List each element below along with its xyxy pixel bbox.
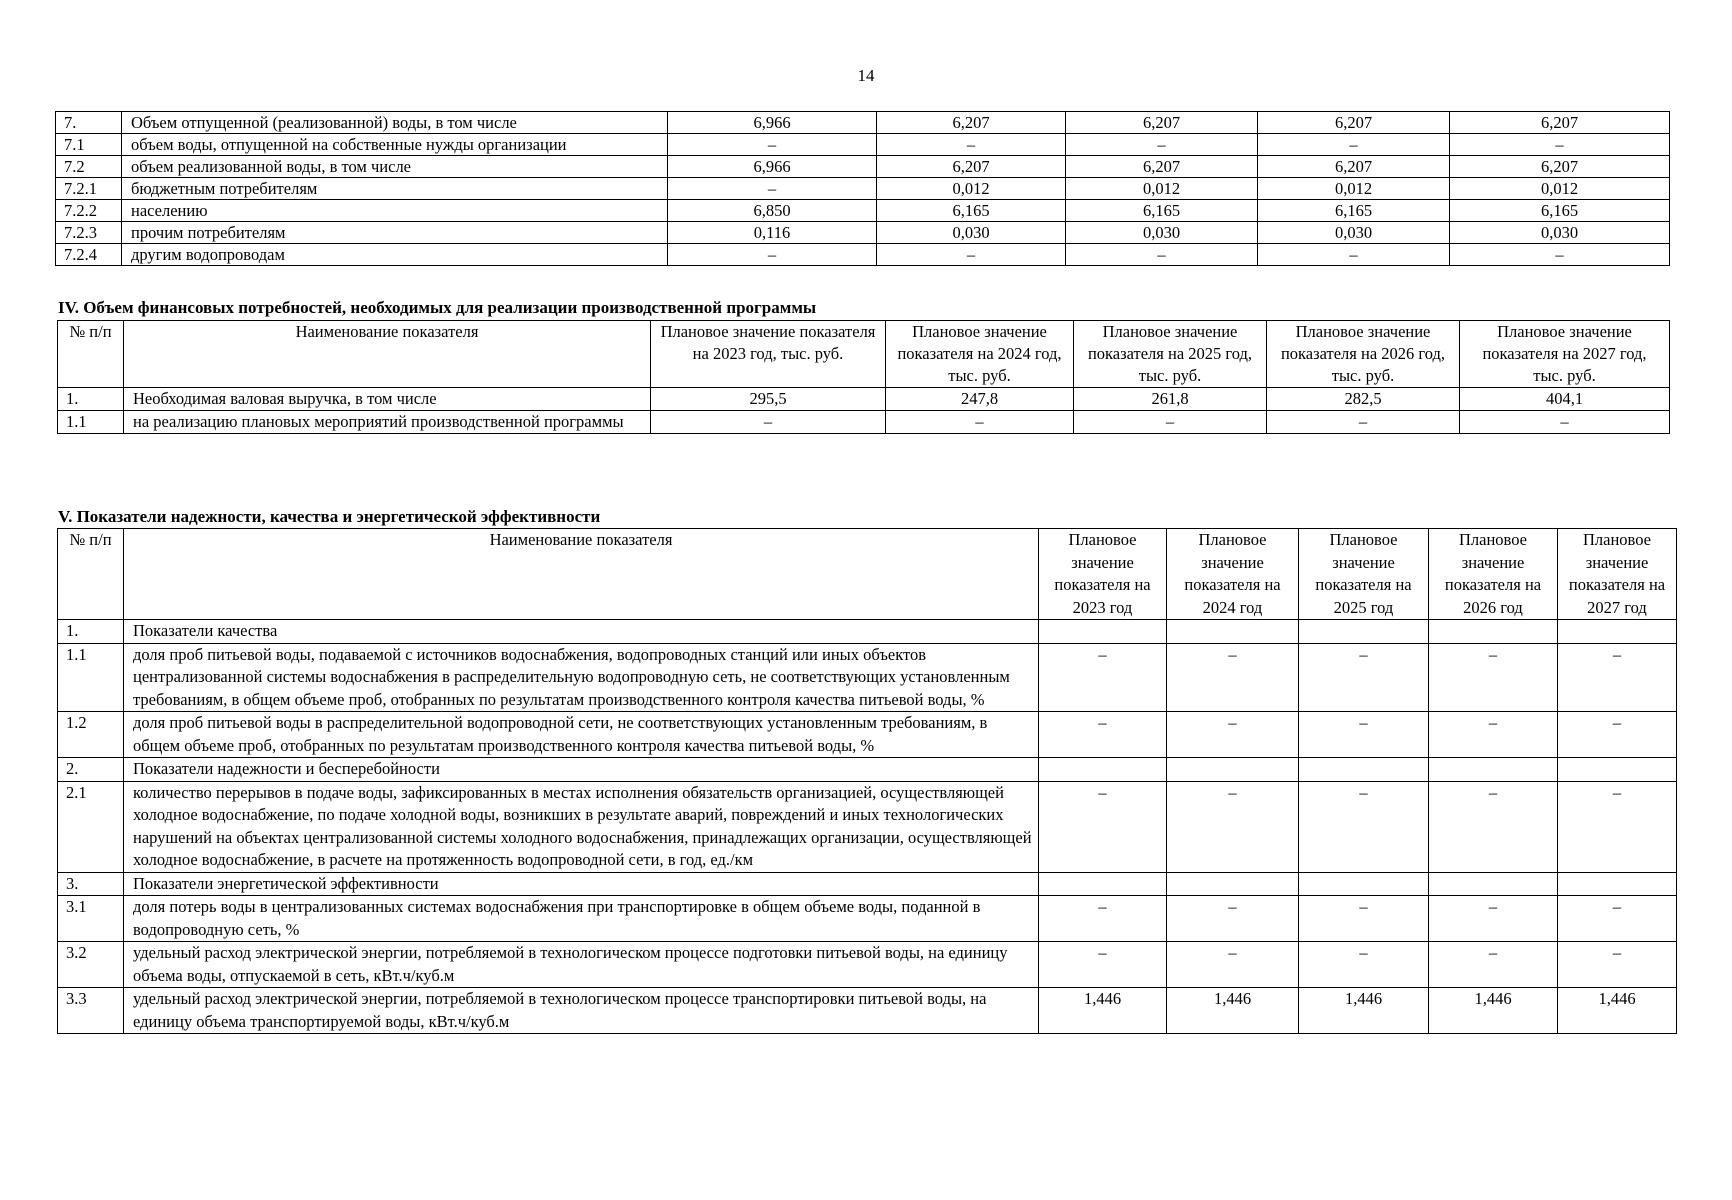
row-number: 3.2 [58,942,124,988]
water-volume-table [55,111,1670,266]
value-year-2026: 0,012 [1258,178,1450,200]
value-year-2025: – [1299,942,1429,988]
table-row [58,942,1677,988]
table-row [56,156,1670,178]
row-number: 1. [58,620,124,644]
value-year-2026: 282,5 [1267,388,1460,411]
value-year-2024: 6,165 [877,200,1066,222]
value-year-2027 [1558,758,1677,782]
value-year-2026: – [1429,712,1558,758]
value-year-2024 [1167,872,1299,896]
value-year-2026: – [1429,942,1558,988]
value-year-2025: – [1299,781,1429,872]
value-year-2024: – [1167,942,1299,988]
value-year-2027: 6,207 [1450,112,1670,134]
table-row [58,643,1677,712]
value-year-2023 [1039,872,1167,896]
row-number: 3.1 [58,896,124,942]
row-number: 1.1 [58,643,124,712]
value-year-2024: – [877,134,1066,156]
table-row [56,178,1670,200]
indicator-name: доля потерь воды в централизованных системах водоснабжения при транспортировке в общем объеме воды, поданной в водопроводную сеть, % [124,896,1039,942]
value-year-2023: 0,116 [668,222,877,244]
value-year-2024: – [886,411,1074,434]
row-number: 7. [56,112,122,134]
reliability-header-row [58,529,1677,620]
table-row [58,781,1677,872]
indicator-name: удельный расход электрической энергии, потребляемой в технологическом процессе транспортировки питьевой воды, на единицу объема транспортируемой воды, кВт.ч/куб.м [124,988,1039,1034]
value-year-2024: – [1167,781,1299,872]
header-year-2023: Плановое значение показателя на 2023 год, тыс. руб. [651,321,886,388]
row-number: 2.1 [58,781,124,872]
value-year-2027: – [1450,244,1670,266]
value-year-2024: – [1167,643,1299,712]
value-year-2027: 0,012 [1450,178,1670,200]
value-year-2025: 6,207 [1066,112,1258,134]
value-year-2025: – [1299,712,1429,758]
value-year-2026: 6,207 [1258,156,1450,178]
value-year-2023: – [1039,896,1167,942]
table-row [56,244,1670,266]
value-year-2024: 0,012 [877,178,1066,200]
value-year-2026 [1429,872,1558,896]
row-number: 7.1 [56,134,122,156]
value-year-2025: – [1066,244,1258,266]
value-year-2026 [1429,620,1558,644]
row-number: 1.2 [58,712,124,758]
header-year-2026: Плановое значение показателя на 2026 год [1429,529,1558,620]
value-year-2027 [1558,872,1677,896]
value-year-2024 [1167,758,1299,782]
row-number: 7.2.4 [56,244,122,266]
value-year-2023: – [1039,712,1167,758]
value-year-2027 [1558,620,1677,644]
value-year-2024: 6,207 [877,156,1066,178]
header-indicator-name: Наименование показателя [124,321,651,388]
row-number: 2. [58,758,124,782]
indicator-name: на реализацию плановых мероприятий производственной программы [124,411,651,434]
indicator-name: Объем отпущенной (реализованной) воды, в том числе [122,112,668,134]
value-year-2025 [1299,872,1429,896]
table-row [56,200,1670,222]
value-year-2027: 0,030 [1450,222,1670,244]
table-row [58,712,1677,758]
header-year-2026: Плановое значение показателя на 2026 год, тыс. руб. [1267,321,1460,388]
value-year-2024: 0,030 [877,222,1066,244]
header-year-2023: Плановое значение показателя на 2023 год [1039,529,1167,620]
table-row [58,988,1677,1034]
value-year-2026: – [1267,411,1460,434]
value-year-2025 [1299,620,1429,644]
value-year-2023: 6,966 [668,112,877,134]
row-number: 7.2.3 [56,222,122,244]
value-year-2023: – [668,244,877,266]
value-year-2023: – [1039,643,1167,712]
value-year-2023: – [668,178,877,200]
header-year-2027: Плановое значение показателя на 2027 год [1558,529,1677,620]
value-year-2023: – [651,411,886,434]
reliability-quality-table [57,528,1677,1034]
value-year-2027: – [1460,411,1670,434]
header-year-2027: Плановое значение показателя на 2027 год, тыс. руб. [1460,321,1670,388]
indicator-name: количество перерывов в подаче воды, зафиксированных в местах исполнения обязательств организацией, осуществляющей холодное водоснабжение, по подаче холодной воды, возникших в результате аварий, повреждений и иных технологических нарушений на объектах централизованной системы холодного водоснабжения, принадлежащих организации, осуществляющей холодное водоснабжение, в расчете на протяженность водопроводной сети, в год, ед./км [124,781,1039,872]
indicator-name: другим водопроводам [122,244,668,266]
table-row [58,411,1670,434]
value-year-2027: – [1558,643,1677,712]
value-year-2025: 0,030 [1066,222,1258,244]
value-year-2023: 6,850 [668,200,877,222]
indicator-name: прочим потребителям [122,222,668,244]
value-year-2023: 6,966 [668,156,877,178]
table-row [58,758,1677,782]
value-year-2027: – [1450,134,1670,156]
row-number: 7.2.2 [56,200,122,222]
indicator-name: Показатели энергетической эффективности [124,872,1039,896]
value-year-2027: 6,207 [1450,156,1670,178]
value-year-2026 [1429,758,1558,782]
value-year-2023 [1039,620,1167,644]
value-year-2024: – [1167,896,1299,942]
value-year-2023: 1,446 [1039,988,1167,1034]
value-year-2023 [1039,758,1167,782]
value-year-2024: 1,446 [1167,988,1299,1034]
section-5-title: V. Показатели надежности, качества и энергетической эффективности [58,507,601,526]
section-4-title: IV. Объем финансовых потребностей, необходимых для реализации производственной программы [58,298,817,317]
value-year-2027: – [1558,896,1677,942]
value-year-2025: – [1074,411,1267,434]
value-year-2025: – [1066,134,1258,156]
table-row [56,134,1670,156]
header-number: № п/п [58,321,124,388]
value-year-2027: 1,446 [1558,988,1677,1034]
indicator-name: доля проб питьевой воды, подаваемой с источников водоснабжения, водопроводных станций или иных объектов централизованной системы водоснабжения в распределительную водопроводную сеть, не соответствующих установленным требованиям, в общем объеме проб, отобранных по результатам производственного контроля качества питьевой воды, % [124,643,1039,712]
header-year-2024: Плановое значение показателя на 2024 год, тыс. руб. [886,321,1074,388]
indicator-name: Необходимая валовая выручка, в том числе [124,388,651,411]
value-year-2024: 247,8 [886,388,1074,411]
header-year-2025: Плановое значение показателя на 2025 год [1299,529,1429,620]
indicator-name: удельный расход электрической энергии, потребляемой в технологическом процессе подготовки питьевой воды, на единицу объема воды, отпускаемой в сеть, кВт.ч/куб.м [124,942,1039,988]
value-year-2023: – [668,134,877,156]
indicator-name: населению [122,200,668,222]
value-year-2024: 6,207 [877,112,1066,134]
indicator-name: Показатели качества [124,620,1039,644]
value-year-2027: 404,1 [1460,388,1670,411]
value-year-2027: 6,165 [1450,200,1670,222]
table-row [58,896,1677,942]
indicator-name: объем воды, отпущенной на собственные нужды организации [122,134,668,156]
value-year-2026: 6,165 [1258,200,1450,222]
value-year-2023: 295,5 [651,388,886,411]
value-year-2024: – [877,244,1066,266]
value-year-2026: – [1429,896,1558,942]
header-year-2025: Плановое значение показателя на 2025 год, тыс. руб. [1074,321,1267,388]
value-year-2025: – [1299,896,1429,942]
value-year-2026: – [1429,781,1558,872]
value-year-2026: – [1429,643,1558,712]
table-row [58,620,1677,644]
indicator-name: объем реализованной воды, в том числе [122,156,668,178]
row-number: 1.1 [58,411,124,434]
value-year-2026: 1,446 [1429,988,1558,1034]
financial-needs-table [57,320,1670,434]
indicator-name: доля проб питьевой воды в распределительной водопроводной сети, не соответствующих установленным требованиям, в общем объеме проб, отобранных по результатам производственного контроля качества питьевой воды, % [124,712,1039,758]
value-year-2027: – [1558,781,1677,872]
financial-needs-header-row [58,321,1670,388]
value-year-2026: 6,207 [1258,112,1450,134]
value-year-2025: 0,012 [1066,178,1258,200]
value-year-2023: – [1039,781,1167,872]
value-year-2026: – [1258,244,1450,266]
page-number: 14 [857,66,875,85]
value-year-2025 [1299,758,1429,782]
table-row [58,388,1670,411]
header-indicator-name: Наименование показателя [124,529,1039,620]
value-year-2027: – [1558,942,1677,988]
value-year-2027: – [1558,712,1677,758]
reliability-quality-table-body [58,620,1677,1034]
row-number: 1. [58,388,124,411]
header-year-2024: Плановое значение показателя на 2024 год [1167,529,1299,620]
financial-needs-table-body [58,388,1670,434]
row-number: 3. [58,872,124,896]
value-year-2026: 0,030 [1258,222,1450,244]
value-year-2026: – [1258,134,1450,156]
value-year-2024 [1167,620,1299,644]
value-year-2024: – [1167,712,1299,758]
header-number: № п/п [58,529,124,620]
indicator-name: бюджетным потребителям [122,178,668,200]
table-row [58,872,1677,896]
value-year-2025: 261,8 [1074,388,1267,411]
row-number: 7.2.1 [56,178,122,200]
row-number: 7.2 [56,156,122,178]
value-year-2025: – [1299,643,1429,712]
table-row [56,112,1670,134]
water-volume-table-body [56,112,1670,266]
value-year-2023: – [1039,942,1167,988]
row-number: 3.3 [58,988,124,1034]
value-year-2025: 6,165 [1066,200,1258,222]
value-year-2025: 1,446 [1299,988,1429,1034]
value-year-2025: 6,207 [1066,156,1258,178]
table-row [56,222,1670,244]
indicator-name: Показатели надежности и бесперебойности [124,758,1039,782]
